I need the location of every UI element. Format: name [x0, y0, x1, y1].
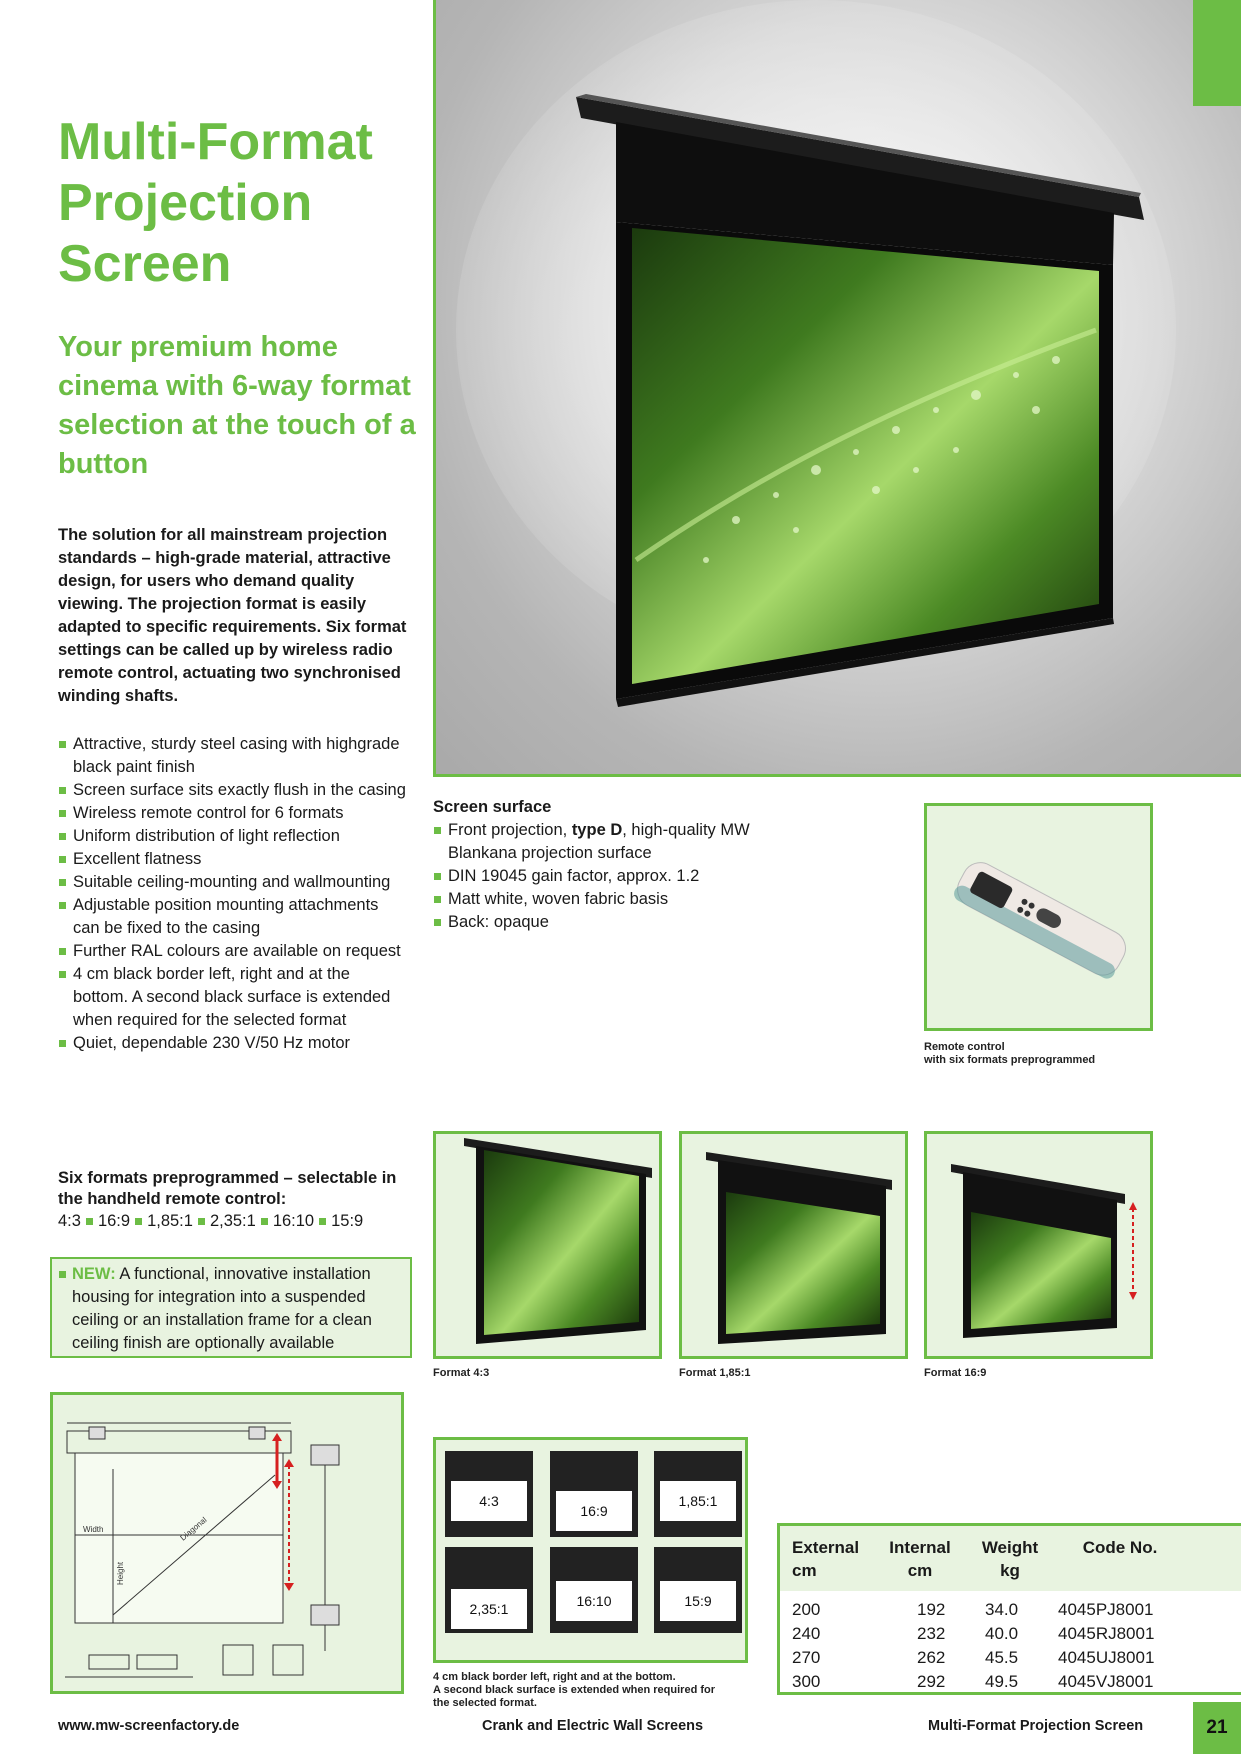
footer-section: Crank and Electric Wall Screens [482, 1718, 704, 1734]
new-feature-box [50, 1257, 412, 1358]
footer-url[interactable]: www.mw-screenfactory.de [58, 1718, 240, 1734]
remote-caption: Remote control with six formats preprogrammed [924, 1041, 1096, 1066]
format-item: 4:3 [58, 1212, 81, 1230]
surface-item: Matt white, woven fabric basis [433, 888, 793, 911]
feature-item: Quiet, dependable 230 V/50 Hz motor [58, 1032, 408, 1055]
remote-control-photo [924, 803, 1153, 1031]
col-code: Code No. [1082, 1538, 1158, 1557]
format-thumb-1-85 [679, 1131, 908, 1359]
footer-title: Multi-Format Projection Screen [928, 1718, 1144, 1734]
title-line-2: Projection [58, 174, 313, 232]
aspect-ratio-grid [433, 1437, 748, 1663]
format-item: 2,35:1 [209, 1212, 256, 1230]
corner-tab [1193, 0, 1241, 106]
page-title [58, 112, 438, 295]
surface-item: Front projection, type D, high-quality MW Blankana projection surface [433, 819, 793, 865]
formats-heading: Six formats preprogrammed – selectable in the handheld remote control: [58, 1169, 397, 1208]
diagonal-label: Diagonal [178, 1515, 209, 1543]
feature-item: Excellent flatness [58, 848, 408, 871]
ratio-cell: 1,85:1 [654, 1451, 742, 1537]
screen-surface-list [433, 819, 793, 934]
projection-screen-image [436, 0, 1241, 777]
feature-item: Attractive, sturdy steel casing with highgrade black paint finish [58, 733, 408, 779]
format-thumb-16-9 [924, 1131, 1153, 1359]
ratio-caption: 4 cm black border left, right and at the bottom. A second black surface is extended when required for the selected format. [433, 1671, 716, 1709]
feature-item: Uniform distribution of light reflection [58, 825, 408, 848]
feature-item: Suitable ceiling-mounting and wallmounting [58, 871, 408, 894]
col-internal: Internal cm [889, 1538, 951, 1580]
screen-surface-heading: Screen surface [433, 798, 552, 816]
hero-screen-photo [433, 0, 1241, 777]
spec-table-header [780, 1526, 1241, 1591]
remote-control-image [927, 806, 1150, 1028]
ratio-cell: 16:9 [550, 1451, 638, 1537]
page-subtitle: Your premium home cinema with 6-way format selection at the touch of a button [58, 331, 416, 480]
title-line-3: Screen [58, 235, 232, 293]
ratio-cell: 4:3 [445, 1451, 533, 1537]
format-16-9-image [927, 1134, 1150, 1356]
format-4-3-image [436, 1134, 659, 1356]
format-item: 1,85:1 [147, 1212, 193, 1230]
technical-drawing [50, 1392, 404, 1694]
feature-item: Further RAL colours are available on request [58, 940, 408, 963]
formats-list [58, 1212, 363, 1231]
intro-paragraph: The solution for all mainstream projection standards – high-grade material, attractive design, for users who demand quality viewing. The projection format is easily adapted to specific requirements. Six format settings can be called up by wireless radio remote control, actuating two synchronised winding shafts. [58, 526, 407, 705]
new-text: A functional, innovative installation housing for integration into a suspended ceiling or an installation frame for a clean ceiling finish are optionally available [72, 1265, 372, 1352]
format-item: 16:9 [97, 1212, 131, 1230]
surface-item: DIN 19045 gain factor, approx. 1.2 [433, 865, 793, 888]
format-caption: Format 16:9 [924, 1367, 987, 1379]
feature-item: Wireless remote control for 6 formats [58, 802, 408, 825]
technical-drawing-image [53, 1395, 401, 1691]
format-item: 15:9 [331, 1212, 364, 1230]
new-label: NEW: [72, 1265, 116, 1283]
col-external: External cm [792, 1538, 860, 1580]
feature-item: 4 cm black border left, right and at the bottom. A second black surface is extended when required for the selected format [58, 963, 408, 1032]
format-caption: Format 4:3 [433, 1367, 490, 1379]
ratio-cell: 16:10 [550, 1547, 638, 1633]
format-1-85-image [682, 1134, 905, 1356]
spec-table: External cm Internal cm Weight kg Code No. 200 192 34.0 4045PJ8001 240 232 40.0 4045RJ8001 270 262 45.5 4045UJ8001 300 292 49.5 4045VJ8001 [777, 1523, 1241, 1695]
ratio-cell: 15:9 [654, 1547, 742, 1633]
format-caption: Format 1,85:1 [679, 1367, 751, 1379]
screen-surface-section [433, 796, 793, 934]
feature-list [58, 733, 408, 1055]
feature-item: Screen surface sits exactly flush in the casing [58, 779, 408, 802]
height-label: Height [116, 1561, 125, 1585]
feature-item: Adjustable position mounting attachments can be fixed to the casing [58, 894, 408, 940]
page-number: 21 [1193, 1702, 1241, 1754]
format-thumb-4-3 [433, 1131, 662, 1359]
width-label: Width [83, 1525, 104, 1534]
title-line-1: Multi-Format [58, 113, 373, 171]
ratio-cell: 2,35:1 [445, 1547, 533, 1633]
format-item: 16:10 [272, 1212, 315, 1230]
surface-item: Back: opaque [433, 911, 793, 934]
col-weight: Weight kg [981, 1538, 1039, 1580]
